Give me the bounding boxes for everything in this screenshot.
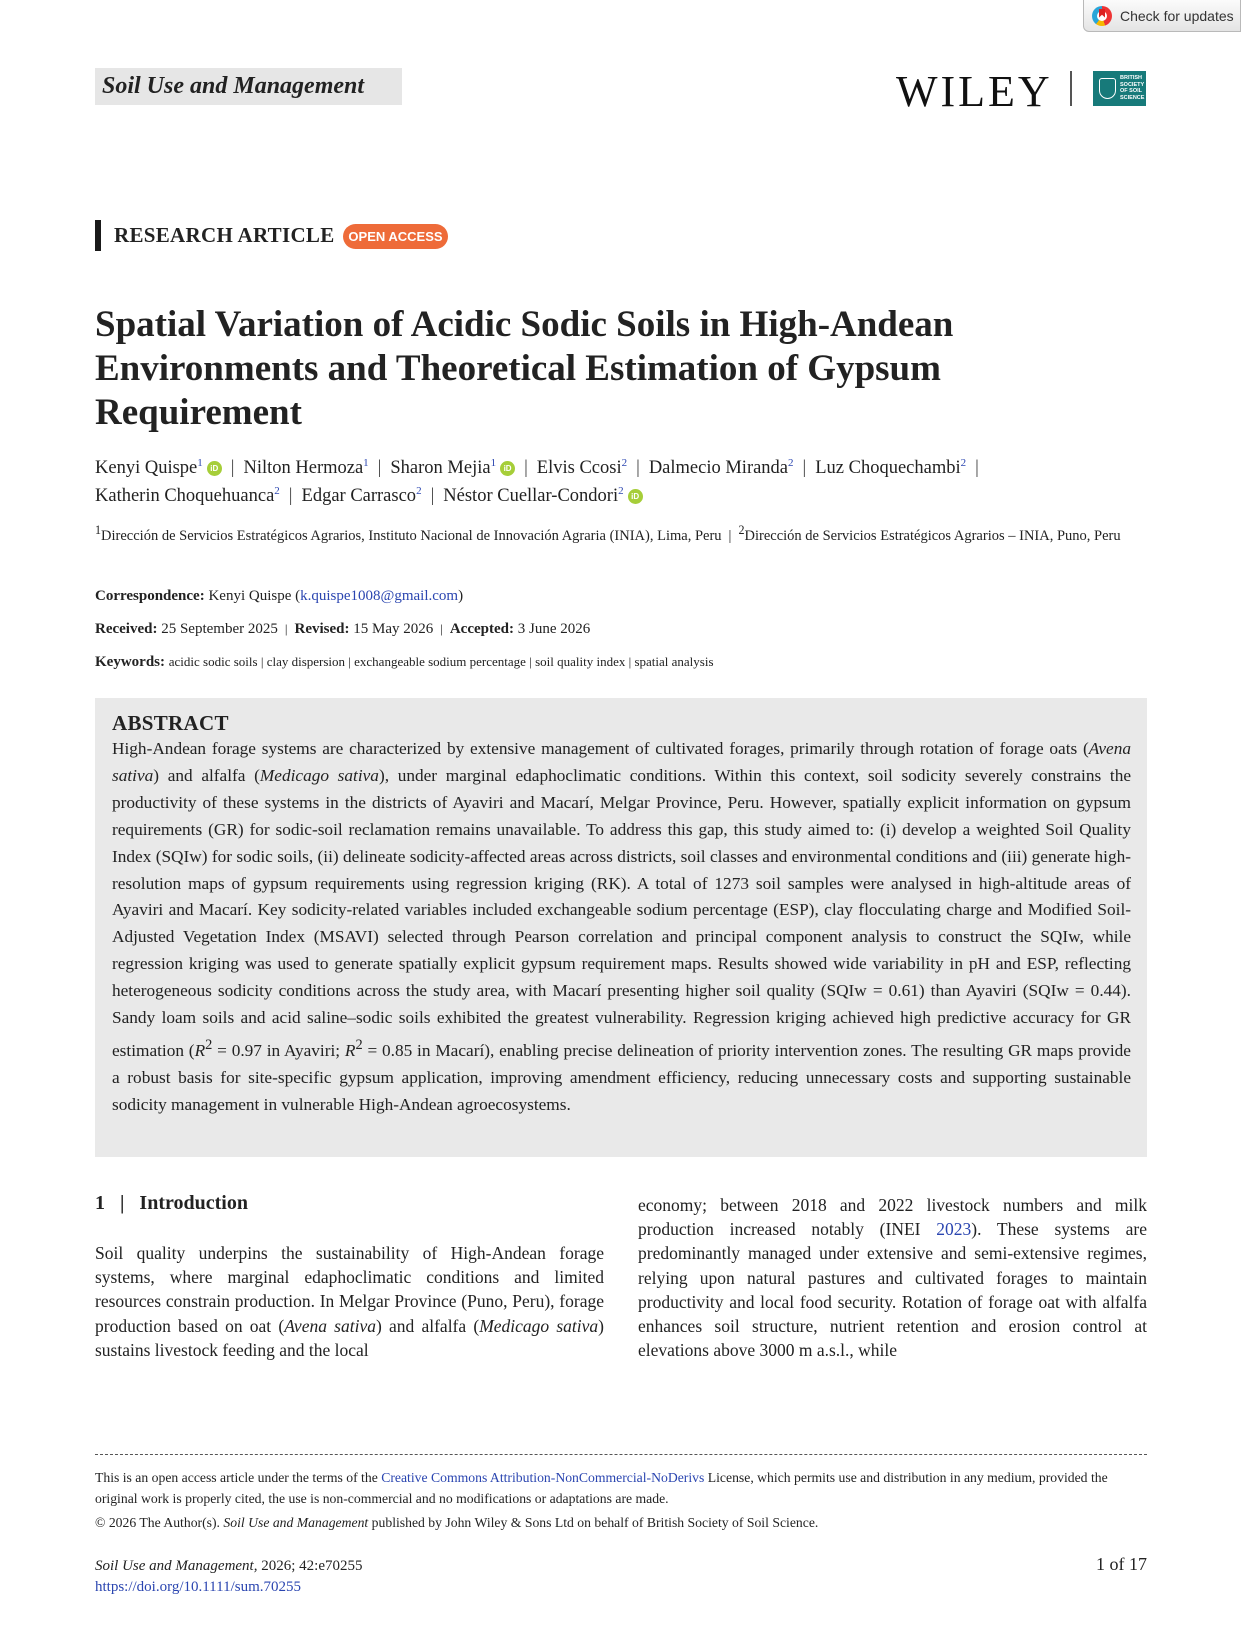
page-number: 1 of 17 [1096,1554,1147,1574]
author[interactable]: Nilton Hermoza$^1$ [243,457,369,479]
bsss-logo [1093,71,1146,106]
open-access-badge: OPEN ACCESS [343,224,448,249]
check-for-updates-button[interactable] [1083,0,1241,32]
license-link[interactable]: Creative Commons Attribution-NonCommercial-NoDerivs [381,1470,705,1485]
author[interactable]: Katherin Choquehuanca$^2$ [95,485,280,507]
citation: Soil Use and Management, 2026; 42:e70255 https://doi.org/10.1111/sum.70255 [95,1556,362,1598]
section-heading: 1 | Introduction [95,1192,248,1214]
author[interactable]: Luz Choquechambi$^2$ [815,457,967,479]
author-list: Kenyi Quispe$^1$ iD | Nilton Hermoza$^1$ | Sharon Mejia$^1$ iD | Elvis Ccosi$^2$ | Dalmecio Miranda$^2$ | Luz Choquechambi$^2$ | Katherin Choquehuanca$^2$ | Edgar Carrasco$^2$ | Néstor Cuellar-Condori$^2$ iD [95,457,979,507]
check-for-updates-label: Check for updates [1120,7,1234,24]
abstract-box [95,698,1147,1157]
license-notice: This is an open access article under the terms of the Creative Commons Attribution-NonCommercial-NoDerivs License, which permits use and distribution in any medium, provided the original work is properly cited, the use is non-commercial and no modifications or adaptations are made. © 2026 The Author(s). Soil Use and Management published by John Wiley & Sons Ltd on behalf of British Society of Soil Science. [95,1470,1108,1530]
affiliations: $^1$Dirección de Servicios Estratégicos Agrarios, Instituto Nacional de Innovación Agraria (INIA), Lima, Peru | $^2$Dirección de Servicios Estratégicos Agrarios – INIA, Puno, Peru [95,523,1121,544]
logo-divider [1070,71,1072,106]
author[interactable]: Néstor Cuellar-Condori$^2$ [443,485,624,507]
body-column-left: Soil quality underpins the sustainability of High-Andean forage systems, where marginal edaphoclimatic conditions and limited resources constrain production. In Melgar Province (Puno, Peru), forage production based on oat (Avena sativa) and alfalfa (Medicago sativa) sustains livestock feeding and the local [95,1243,604,1360]
article-type: RESEARCH ARTICLE [114,223,335,247]
author[interactable]: Elvis Ccosi$^2$ [536,457,628,479]
footer-divider [95,1454,1147,1455]
author[interactable]: Edgar Carrasco$^2$ [301,485,422,507]
crossmark-icon [1092,6,1112,26]
wiley-logo: WILEY [896,67,1053,116]
abstract-text: High-Andean forage systems are characterized by extensive management of cultivated forages, primarily through rotation of forage oats (Avena sativa) and alfalfa (Medicago sativa), under marginal edaphoclimatic conditions. Within this context, soil sodicity severely constrains the productivity of these systems in the districts of Ayaviri and Macarí, Melgar Province, Peru. However, spatially explicit information on gypsum requirements (GR) for sodic-soil reclamation remains unavailable. To address this gap, this study aimed to: (i) develop a weighted Soil Quality Index (SQIw) for sodic soils, (ii) delineate sodicity-affected areas across districts, soil classes and environmental conditions and (iii) generate high-resolution maps of gypsum requirements using regression kriging (RK). A total of 1273 soil samples were analysed in high-altitude areas of Ayaviri and Macarí. Key sodicity-related variables included exchangeable sodium percentage (ESP), clay flocculating charge and Modified Soil-Adjusted Vegetation Index (MSAVI) selected through Pearson correlation and principal component analysis to construct the SQIw, while regression kriging was used to generate spatially explicit gypsum requirement maps. Results showed wide variability in pH and ESP, reflecting heterogeneous sodicity conditions across the study area, with Macarí presenting higher soil quality (SQIw = 0.61) than Ayaviri (SQIw = 0.44). Sandy loam soils and acid saline–sodic soils exhibited the greatest vulnerability. Regression kriging achieved high predictive accuracy for GR estimation ($R^2 = 0.97$ in Ayaviri; $R^2 = 0.85$ in Macarí), enabling precise delineation of priority intervention zones. The resulting GR maps provide a robust basis for site-specific gypsum application, improving amendment efficiency, reducing unnecessary costs and supporting sustainable sodicity management in vulnerable High-Andean agroecosystems. [112,739,1132,1114]
article-title: Spatial Variation of Acidic Sodic Soils in High-Andean Environments and Theoretical Estimation of Gypsum Requirement [95,304,954,433]
bsss-logo-text: BRITISH SOCIETY OF SOIL SCIENCE [1120,75,1145,101]
email-link[interactable]: k.quispe1008@gmail.com [300,588,459,604]
keywords: Keywords: acidic sodic soils | clay dispersion | exchangeable sodium percentage | soil quality index | spatial analysis [95,654,714,670]
article-dates: Received: 25 September 2025 | Revised: 15 May 2026 | Accepted: 3 June 2026 [95,621,591,637]
orcid-icon[interactable]: iD [207,461,222,476]
body-column-right: economy; between 2018 and 2022 livestock numbers and milk production increased notably (INEI 2023). These systems are predominantly managed under extensive and semi-extensive regimes, relying upon natural pastures and cultivated forages to maintain productivity and local food security. Rotation of forage oat with alfalfa enhances soil structure, nutrient retention and erosion control at elevations above 3000 m a.s.l., while [638,1195,1147,1361]
bsss-shield-icon [1099,78,1116,99]
author[interactable]: Kenyi Quispe$^1$ [95,457,203,479]
journal-name: Soil Use and Management [95,68,402,105]
reference-link[interactable]: 2023 [936,1219,972,1240]
correspondence: Correspondence: Kenyi Quispe (k.quispe1008@gmail.com) [95,588,464,604]
author[interactable]: Sharon Mejia$^1$ [390,457,497,479]
orcid-icon[interactable]: iD [628,489,643,504]
article-type-bar [95,220,101,251]
abstract-heading: ABSTRACT [112,711,229,735]
doi-link[interactable]: https://doi.org/10.1111/sum.70255 [95,1579,301,1595]
author[interactable]: Dalmecio Miranda$^2$ [648,457,794,479]
orcid-icon[interactable]: iD [500,461,515,476]
